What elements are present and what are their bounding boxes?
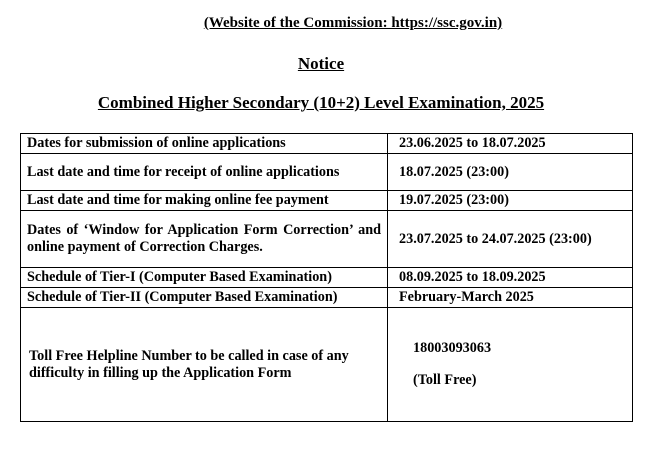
helpline-row xyxy=(21,308,633,422)
row-label: Last date and time for making online fee payment xyxy=(21,191,388,211)
row-label: Dates of ‘Window for Application Form Correction’ and online payment of Correction Charges. xyxy=(21,211,388,268)
row-label: Schedule of Tier-II (Computer Based Examination) xyxy=(21,288,388,308)
row-value: February-March 2025 xyxy=(388,288,633,308)
schedule-table xyxy=(20,133,633,422)
helpline-value-cell xyxy=(388,308,633,422)
table-row xyxy=(21,154,633,191)
commission-website-line: (Website of the Commission: https://ssc.gov.in) xyxy=(203,15,503,31)
row-label: Dates for submission of online applications xyxy=(21,134,388,154)
table-row xyxy=(21,191,633,211)
table-row xyxy=(21,268,633,288)
helpline-number: 18003093063 xyxy=(413,340,492,356)
table-row xyxy=(21,134,633,154)
helpline-label: Toll Free Helpline Number to be called in case of any difficulty in filling up the Application Form xyxy=(29,347,349,381)
row-value: 08.09.2025 to 18.09.2025 xyxy=(388,268,633,288)
row-value: 19.07.2025 (23:00) xyxy=(388,191,633,211)
exam-title: Combined Higher Secondary (10+2) Level Examination, 2025 xyxy=(97,93,545,112)
table-row xyxy=(21,288,633,308)
row-value: 23.06.2025 to 18.07.2025 xyxy=(388,134,633,154)
helpline-label-cell xyxy=(21,308,388,422)
notice-title: Notice xyxy=(297,54,345,73)
row-label: Schedule of Tier-I (Computer Based Examination) xyxy=(21,268,388,288)
row-value: 23.07.2025 to 24.07.2025 (23:00) xyxy=(388,211,633,268)
table-row xyxy=(21,211,633,268)
row-label: Last date and time for receipt of online applications xyxy=(21,154,388,191)
helpline-toll-free-note: (Toll Free) xyxy=(413,372,477,388)
row-value: 18.07.2025 (23:00) xyxy=(388,154,633,191)
